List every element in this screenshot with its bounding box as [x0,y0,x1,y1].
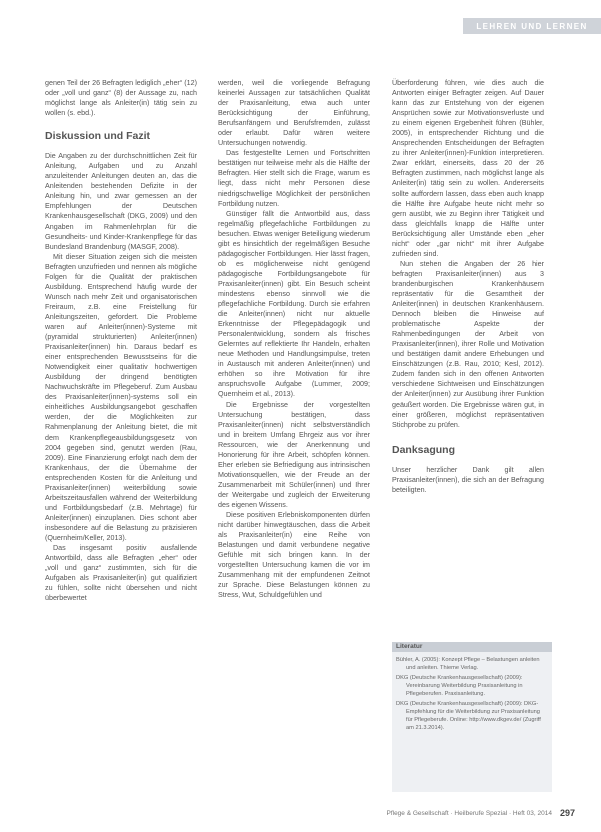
literature-entry: DKG (Deutsche Krankenhausgesellschaft) (2009): Vereinbarung Weiterbildung Praxisanleitung in Pflegeberufen. Praxisanleitung. [396,675,523,697]
text-column-2 [218,78,370,600]
page-number: 297 [559,808,575,818]
paragraph: Diese positiven Erlebniskomponenten dürfen nicht darüber hinwegtäuschen, dass die Arbeit als Praxisanleiter(in) eine Reihe von Belastungen und damit verbundene negative Gefühle mit sich bringen kann. In der vorgestellten Untersuchung kamen die vor im Zusammenhang mit der empfundenen Zeitnot zur Sprache. Diese Belastungen können zu Stress, Wut, Schuldgefühlen und [218,511,370,600]
paragraph: genen Teil der 26 Befragten lediglich „eher“ (12) oder „voll und ganz“ (8) der Aussage zu, nach möglichst lange als Anleiter(in) tätig sein zu wollen (s. ebd.). [45,79,197,118]
paragraph: Das festgestellte Lernen und Fortschritten bestätigen nur teilweise mehr als die Hälfte der Befragten. Hier stellt sich die Frage, warum es liegt, dass nicht mehr Personen diese niedrigschwellige Möglichkeit der persönlichen Fortbildung nutzen. [218,149,370,208]
literature-entry: DKG (Deutsche Krankenhausgesellschaft) (2009): DKG-Empfehlung für die Weiterbildung zur Praxisanleitung für Pflegeberufe. Online: http://www.dkgev.de/ (Zugriff am 21.3.2014). [396,701,541,731]
page-footer [300,808,575,818]
text-column-1 [45,78,197,603]
paragraph: Die Ergebnisse der vorgestellten Untersuchung bestätigen, dass Praxisanleiter(innen) nicht selbstverständlich und in breitem Umfang Ehrgeiz aus vor ihrer Ressourcen, wie der Anerkennung und Honorierung für ihre Arbeit, schöpfen können. Eher erleben sie Befriedigung aus intrinsischen Motivationsquellen, wie der Freude an der Zusammenarbeit mit Schüler(innen) und Ihrer der Weitergabe und zugleich der Erweiterung des eigenen Wissens. [218,400,370,509]
section-header-tab: LEHREN UND LERNEN [463,18,601,34]
paragraph: Das insgesamt positiv ausfallende Antwortbild, dass alle Befragten „eher“ oder „voll und ganz“ zustimmten, sich für die Aufgaben als Praxisanleiter(in) gut qualifiziert zu fühlen, sollte nicht übersehen und nicht überbewertet [45,544,197,603]
paragraph: Überforderung führen, wie dies auch die Antworten einiger Befragter zeigen. Auf Dauer kann das zur Entstehung von der eigenen Ansprüchen sowie zur Motivationsverluste und zu einem eigenen Ergebenheit führen (Bühler, 2005), in entsprechender Richtung und die Ansprechenden Entscheidungen der Befragten zu ihrer Anleiter(innen)-Funktion interpretieren. Zwar erklärt, einerseits, dass 20 der 26 Befragten zustimmen, nach möglichst lange als Anleiter(in) tätig sein zu wollen. Andererseits sollte auffordern lassen, dass eben auch knapp die Hälfte ihre Aufgabe heute nicht mehr so gern ausübt, wie zu Beginn ihrer Tätigkeit und dass gleichfalls knapp die Hälfte unter Berücksichtigung aller Umstände eben „eher nicht“ oder „gar nicht“ mit ihrer Aufgabe zufrieden sind. [392,79,544,258]
section-heading-discussion: Diskussion und Fazit [45,130,151,143]
paragraph: Die Angaben zu der durchschnittlichen Zeit für Anleitung, Aufgaben und zu Anzahl anzuleitender Anleitungen deuten an, das die Anleitenden bestehenden Defizite in der Anleitung hin, und zwar gemessen an der Empfehlungen der Deutschen Krankenhausgesellschaft (DKG, 2009) und den Angaben im Rahmenlehrplan für die Gesundheits- und Kinder-Krankenpflege für das Bundesland Brandenburg (MASGF, 2008). [45,152,197,251]
footer-publication: Pflege & Gesellschaft · Heilberufe Spezial · Heft 03, 2014 [386,809,552,817]
paragraph: Günstiger fällt die Antwortbild aus, dass regelmäßig pflegefachliche Fortbildungen zu besuchen. Etwas weniger Beteiligung wiederum gibt es hinsichtlich der regelmäßigen Besuche pädagogischer Fortbildungen. Hier lässt fragen, ob es möglicherweise nicht genügend pädagogische Fortbildungsangebote für Praxisanleiter(innen) gibt. Ein Besuch scheint mindestens ebenso sinnvoll wie die pflegefachliche Fortbildung. Durch sie erfahren die Anleiter(innen) nicht nur aktuelle Erkenntnisse der Pflegepädagogik und Personalentwicklung, sondern als frisches Gelerntes auf reflektierte Ihr Handeln, erhalten neue Methoden und Handlungsimpulse, treten in Austausch mit anderen Anleiter(innen) und erhöhen so ihre Motivation für ihre anspruchsvolle Aufgabe (Lummer, 2009; Quernheim et al., 2013). [218,209,370,399]
text-column-3 [392,78,544,495]
paragraph: Nun stehen die Angaben der 26 hier befragten Praxisanleiter(innen) aus 3 brandenburgischen Krankenhäusern repräsentativ für die Gesamtheit der Anleiter(innen) in deutschen Krankenhäusern. Dennoch bleiben die Hinweise auf problematische Aspekte der Rahmenbedingungen der Arbeit von Praxisanleiter(innen), ihrer Rolle und Motivation und bestätigen damit andere Erhebungen und Einschätzungen (z.B. Rau, 2010; Kesl, 2012). Zudem fanden sich in den offenen Antworten verschiedene Sichtweisen und Einschätzungen der Anleiter(innen) zur Ausübung ihrer Funktion geäußert worden. Die Ergebnisse wären gut, in einer größeren, möglichst repräsentativen Stichprobe zu prüfen. [392,259,544,429]
literature-title: Literatur [392,642,552,652]
section-heading-acknowledgement: Danksagung [392,443,456,456]
paragraph: Unser herzlicher Dank gilt allen Praxisanleiter(innen), die sich an der Befragung beteiligten. [392,465,544,494]
paragraph: Mit dieser Situation zeigen sich die meisten Befragten unzufrieden und nennen als mögliche Folgen für die Qualität der praktischen Ausbildung. Entsprechend häufig wurde der Wunsch nach mehr Zeit und organisatorischen Freiraum, z.B. eine Freistellung für Anleitungszeiten, gefordert. Die Probleme waren auf Anleiter(innen)-Systeme mit (pyramidal strukturierten) Anleiter(innen) Praxisanleiter(innen) hin. Daraus bedarf es einer entsprechenden Bewusstseins für die Notwendigkeit einer qualitativ hochwertigen Ausbildung der dringend benötigten Nachwuchskräfte im Pflegeberuf. Zum Ausbau des Praxisanleiter(innen)-systems soll ein einheitliches Ausbildungsangebot geschaffen werden, der die Möglichkeiten zur Rahmenplanung der Anleitung bietet, die mit dem Krankenpflegeausbildungsgesetz von 2004 gegeben sind, genutzt werden (Rau, 2009). Eine Finanzierung erfolgt nach dem der Krankenhaus, der die Übernahme der entsprechenden Kosten für die Anleitung und Praxisanleiter(innen) weiterbildung sowie Arbeitszeitausfallen während der Weiterbildung und Fortbildungsbedarf (z.B. Mehrtage) für Anleiter(innen) einzuplanen. Dies schont aber insbesondere auf die Belastung zu präzisieren (Quernheim/Keller, 2013). [45,252,197,542]
literature-box [392,642,552,792]
paragraph: werden, weil die vorliegende Befragung keinerlei Aussagen zur tatsächlichen Qualität der Praxisanleitung, etwa auch unter Berücksichtigung der Einführung, Berufsanfängern und Berufsfremden, zulässt oder erlaubt. Dafür wären weitere Untersuchungen notwendig. [218,79,370,148]
literature-entry: Bühler, A. (2005): Konzept Pflege – Belastungen anleiten und anleiten. Thieme Verlag. [396,657,540,671]
